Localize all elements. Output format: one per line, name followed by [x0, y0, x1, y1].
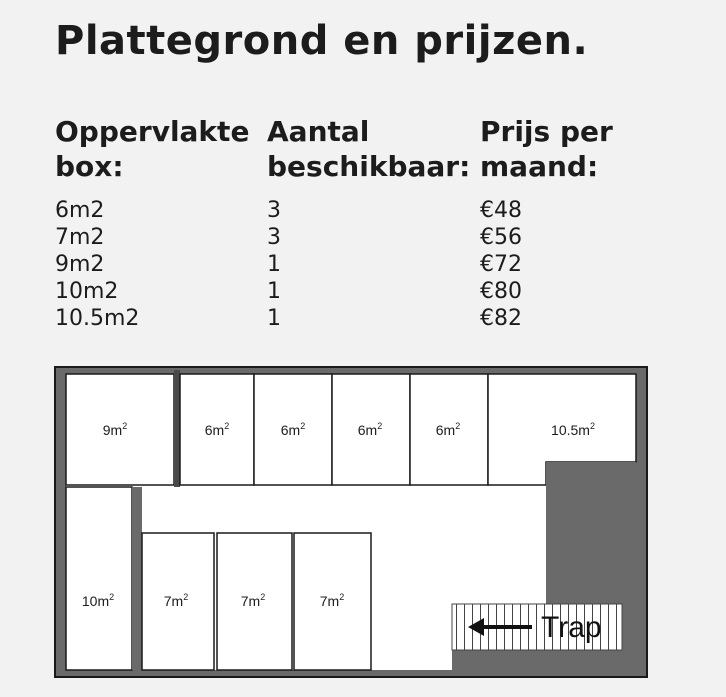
page-title: Plattegrond en prijzen. — [55, 18, 589, 64]
area-value: 9m2 — [55, 252, 105, 277]
stairs-label: Trap — [541, 611, 602, 644]
box-divider-wall — [174, 370, 180, 487]
box-7m2 — [142, 533, 214, 670]
area-value: 10m2 — [55, 279, 119, 304]
price-value: €48 — [480, 198, 522, 223]
price-value: €72 — [480, 252, 522, 277]
area-value: 7m2 — [55, 225, 105, 250]
box-10m2 — [66, 487, 132, 670]
box-9m2 — [66, 374, 174, 485]
price-value: €82 — [480, 306, 522, 331]
box-label: $6m^2$ — [204, 421, 230, 438]
available-header-line-1: Aantal — [267, 115, 370, 148]
available-value: 1 — [267, 306, 281, 331]
box-label: $6m^2$ — [435, 421, 461, 438]
available-value: 3 — [267, 225, 281, 250]
available-value: 1 — [267, 252, 281, 277]
area-value: 10.5m2 — [55, 306, 140, 331]
price-header-line-1: Prijs per — [480, 115, 613, 148]
price-value: €56 — [480, 225, 522, 250]
box-7m2 — [294, 533, 371, 670]
price-value: €80 — [480, 279, 522, 304]
box-label: $7m^2$ — [163, 592, 189, 609]
area-header-line-1: Oppervlakte — [55, 115, 250, 148]
area-value: 6m2 — [55, 198, 105, 223]
available-value: 3 — [267, 198, 281, 223]
stairs — [452, 604, 622, 650]
box-label: $6m^2$ — [357, 421, 383, 438]
available-header-line-2: beschikbaar: — [267, 150, 471, 183]
box-label: $6m^2$ — [280, 421, 306, 438]
box-label: $10.5m^2$ — [551, 421, 595, 438]
area-header-line-2: box: — [55, 150, 124, 183]
box-6m2 — [180, 374, 254, 485]
box-6m2 — [332, 374, 410, 485]
available-value: 1 — [267, 279, 281, 304]
box-7m2 — [217, 533, 292, 670]
box-label: $7m^2$ — [319, 592, 345, 609]
box-label: $9m^2$ — [102, 421, 128, 438]
box-6m2 — [410, 374, 488, 485]
box-label: $7m^2$ — [240, 592, 266, 609]
price-header-line-2: maand: — [480, 150, 599, 183]
stair-landing — [452, 650, 622, 670]
box-divider-wall — [132, 487, 142, 670]
box-label: $10m^2$ — [81, 592, 115, 609]
box-6m2 — [254, 374, 332, 485]
